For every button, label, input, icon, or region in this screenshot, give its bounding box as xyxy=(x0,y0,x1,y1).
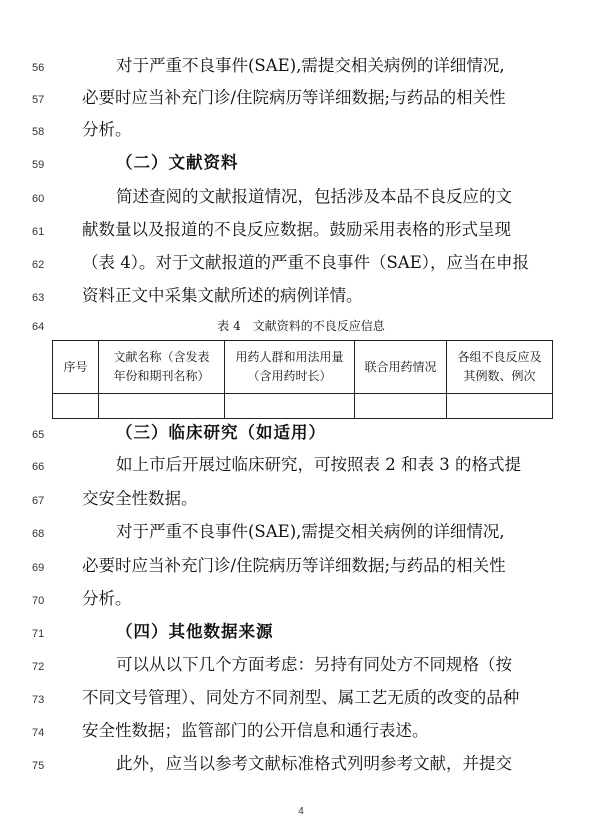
table-header-row xyxy=(53,341,553,394)
body-text-line: 此外，应当以参考文献标准格式列明参考文献，并提交 xyxy=(116,754,512,773)
line-number: 67 xyxy=(32,495,45,507)
table-header-cell: 联合用药情况 xyxy=(355,341,447,394)
body-text-line: 分析。 xyxy=(82,120,132,139)
table-cell xyxy=(447,394,553,419)
line-number: 74 xyxy=(32,727,45,739)
line-number: 57 xyxy=(32,94,45,106)
table-cell xyxy=(99,394,225,419)
body-text-line: 资料正文中采集文献所述的病例详情。 xyxy=(82,286,363,305)
section-heading: （二）文献资料 xyxy=(116,153,239,172)
line-number: 73 xyxy=(32,694,45,706)
table-row xyxy=(53,394,553,419)
table-cell xyxy=(53,394,99,419)
line-number: 68 xyxy=(32,528,45,540)
table-cell xyxy=(225,394,355,419)
body-text-line: 必要时应当补充门诊/住院病历等详细数据;与药品的相关性 xyxy=(82,556,506,575)
line-number: 58 xyxy=(32,126,45,138)
body-text-line: 简述查阅的文献报道情况，包括涉及本品不良反应的文 xyxy=(116,187,512,206)
line-number: 60 xyxy=(32,193,45,205)
body-text-line: 可以从以下几个方面考虑：另持有同处方不同规格（按 xyxy=(116,655,512,674)
line-number: 59 xyxy=(32,159,45,171)
line-number: 65 xyxy=(32,429,45,441)
body-text-line: 必要时应当补充门诊/住院病历等详细数据;与药品的相关性 xyxy=(82,88,506,107)
table-caption: 表 4 文献资料的不良反应信息 xyxy=(217,319,385,333)
line-number: 71 xyxy=(32,628,45,640)
line-number: 56 xyxy=(32,62,45,74)
section-heading: （三）临床研究（如适用） xyxy=(116,423,326,442)
adverse-reaction-table xyxy=(52,340,553,419)
body-text-line: 交安全性数据。 xyxy=(82,489,198,508)
table-header-cell: 文献名称（含发表 年份和期刊名称） xyxy=(99,341,225,394)
line-number: 64 xyxy=(32,321,45,333)
line-number: 75 xyxy=(32,760,45,772)
table-header-cell: 序号 xyxy=(53,341,99,394)
line-number: 72 xyxy=(32,661,45,673)
table-header-cell: 各组不良反应及 其例数、例次 xyxy=(447,341,553,394)
body-text-line: 如上市后开展过临床研究，可按照表 2 和表 3 的格式提 xyxy=(116,455,521,474)
line-number: 66 xyxy=(32,461,45,473)
line-number: 70 xyxy=(32,595,45,607)
body-text-line: （表 4）。对于文献报道的严重不良事件（SAE），应当在申报 xyxy=(82,253,530,272)
body-text-line: 对于严重不良事件(SAE),需提交相关病例的详细情况, xyxy=(116,56,505,75)
section-heading: （四）其他数据来源 xyxy=(116,622,274,641)
line-number: 62 xyxy=(32,259,45,271)
body-text-line: 分析。 xyxy=(82,589,132,608)
table-header-cell: 用药人群和用法用量 （含用药时长） xyxy=(225,341,355,394)
body-text-line: 安全性数据；监管部门的公开信息和通行表述。 xyxy=(82,721,429,740)
page-number: 4 xyxy=(298,806,304,817)
line-number: 69 xyxy=(32,562,45,574)
body-text-line: 对于严重不良事件(SAE),需提交相关病例的详细情况, xyxy=(116,522,505,541)
body-text-line: 不同文号管理）、同处方不同剂型、属工艺无质的改变的品种 xyxy=(82,688,520,707)
line-number: 63 xyxy=(32,292,45,304)
table-cell xyxy=(355,394,447,419)
body-text-line: 献数量以及报道的不良反应数据。鼓励采用表格的形式呈现 xyxy=(82,220,511,239)
line-number: 61 xyxy=(32,226,45,238)
